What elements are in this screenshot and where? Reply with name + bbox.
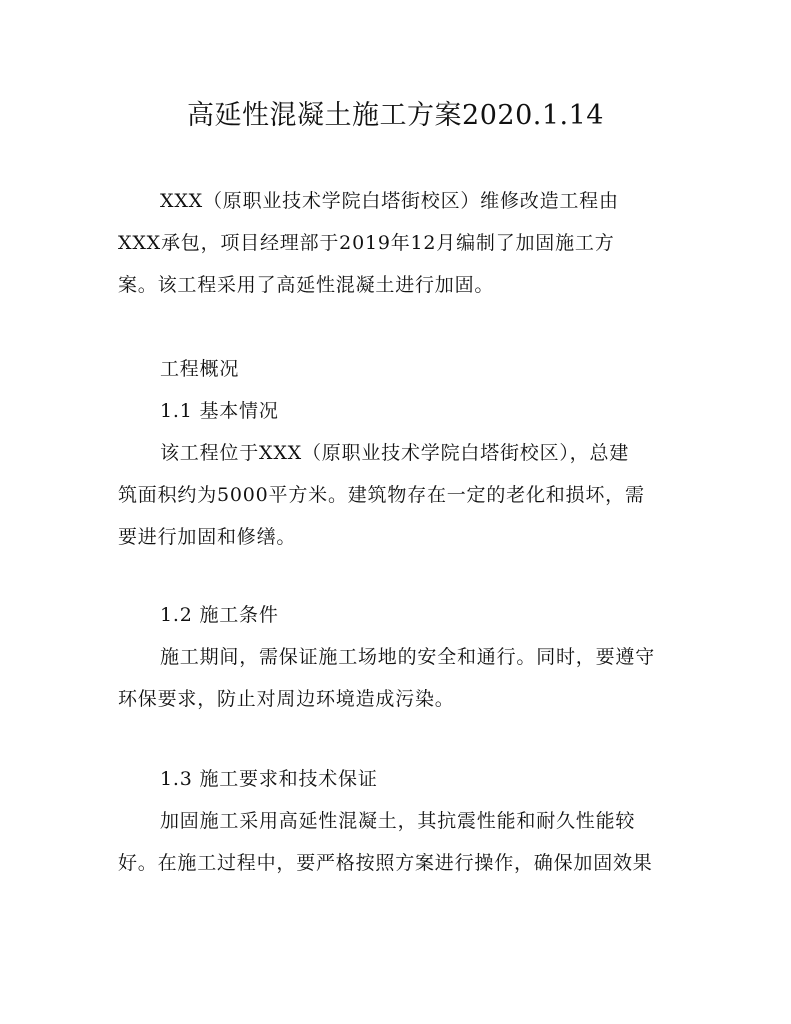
intro-line-3: 案。该工程采用了高延性混凝土进行加固。 bbox=[118, 274, 495, 296]
section-1-1-line-3: 要进行加固和修缮。 bbox=[118, 526, 297, 548]
section-1-2-line-2: 环保要求，防止对周边环境造成污染。 bbox=[118, 688, 455, 710]
intro-line-1: XXX（原职业技术学院白塔街校区）维修改造工程由 bbox=[160, 190, 619, 212]
section-1-3-line-1: 加固施工采用高延性混凝土，其抗震性能和耐久性能较 bbox=[160, 810, 636, 832]
section-1-2-line-1: 施工期间，需保证施工场地的安全和通行。同时，要遵守 bbox=[160, 646, 656, 668]
section-1-3-line-2: 好。在施工过程中，要严格按照方案进行操作，确保加固效果 bbox=[118, 852, 653, 874]
section-1-1-heading: 1.1 基本情况 bbox=[160, 400, 279, 422]
section-1-1-line-2: 筑面积约为5000平方米。建筑物存在一定的老化和损坏，需 bbox=[118, 484, 645, 506]
section-1-1-line-1: 该工程位于XXX（原职业技术学院白塔街校区），总建 bbox=[160, 442, 630, 464]
overview-heading: 工程概况 bbox=[160, 358, 240, 380]
document-title: 高延性混凝土施工方案2020.1.14 bbox=[187, 100, 604, 131]
intro-line-2: XXX承包，项目经理部于2019年12月编制了加固施工方 bbox=[118, 232, 615, 254]
section-1-2-heading: 1.2 施工条件 bbox=[160, 604, 279, 626]
section-1-3-heading: 1.3 施工要求和技术保证 bbox=[160, 768, 378, 790]
